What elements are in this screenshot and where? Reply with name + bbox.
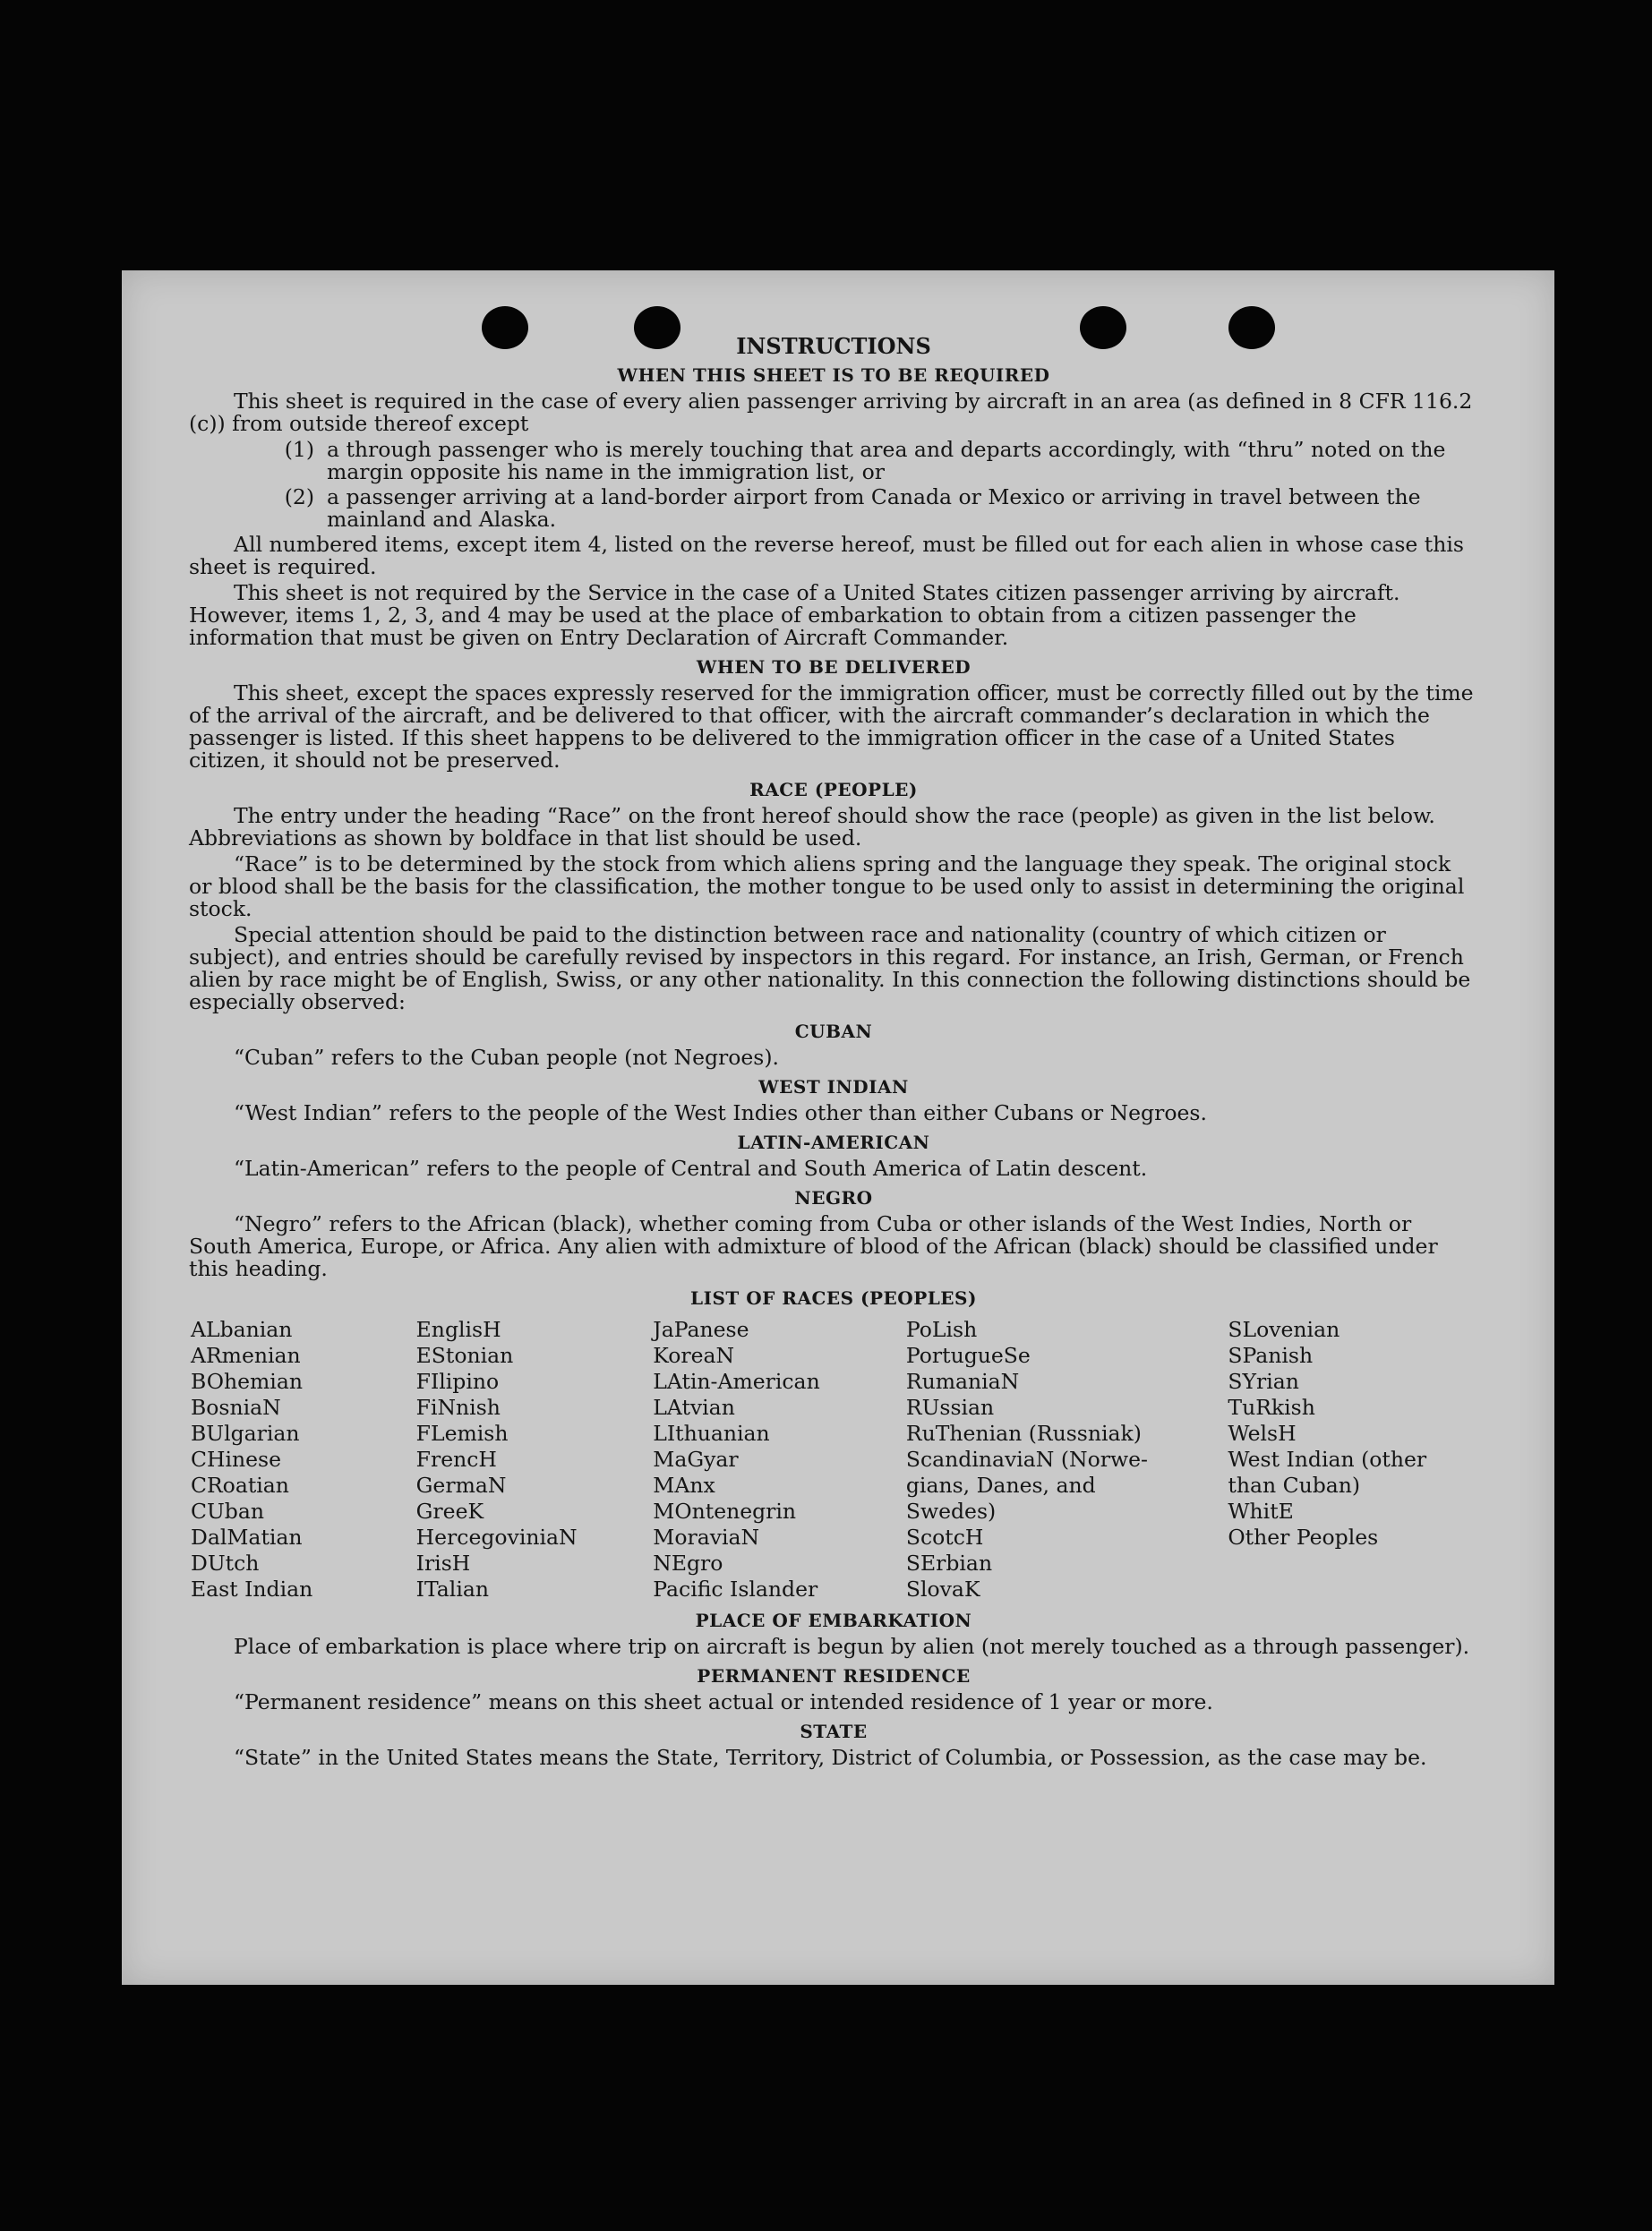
item-number: (2) <box>284 484 314 509</box>
list-item <box>189 439 1478 483</box>
race-entry: BosniaN <box>191 1395 281 1420</box>
race-entry: WelsH <box>1228 1421 1297 1446</box>
race-entry: RumaniaN <box>905 1369 1020 1394</box>
race-entry: SYrian <box>1228 1369 1299 1394</box>
race-entry: LIthuanian <box>653 1421 770 1446</box>
section-heading: WHEN THIS SHEET IS TO BE REQUIRED <box>617 364 1050 386</box>
page-title: INSTRUCTIONS <box>736 333 931 359</box>
instruction-sheet <box>122 270 1554 1985</box>
race-entry: RUssian <box>905 1395 995 1420</box>
section-heading: LATIN-AMERICAN <box>737 1132 930 1153</box>
race-entry: CRoatian <box>191 1473 289 1498</box>
paragraph: “Race” is to be determined by the stock from which aliens spring and the language they speak. The original stock or blood shall be the basis for the classification, the mother tongue to be used only to assist in determining the original stock. <box>189 851 1465 921</box>
section-heading: STATE <box>800 1721 868 1742</box>
paragraph: “Cuban” refers to the Cuban people (not Negroes). <box>234 1045 780 1070</box>
race-entry: FLemish <box>415 1421 509 1446</box>
paragraph: “Permanent residence” means on this sheet actual or intended residence of 1 year or more. <box>234 1689 1213 1714</box>
paragraph: This sheet, except the spaces expressly reserved for the immigration officer, must be correctly filled out by the time of the arrival of the aircraft, and be delivered to that officer, with the aircraft commander’s declaration in which the passenger is listed. If this sheet happens to be delivered to the immigration officer in the case of a United States citizen, it should not be preserved. <box>189 680 1474 773</box>
race-entry: ScandinaviaN (Norwe- <box>905 1447 1148 1472</box>
section-heading: RACE (PEOPLE) <box>749 779 918 800</box>
section-heading: PLACE OF EMBARKATION <box>695 1610 972 1631</box>
section-heading: WEST INDIAN <box>758 1076 909 1098</box>
section-heading: LIST OF RACES (PEOPLES) <box>690 1287 977 1309</box>
race-entry: SPanish <box>1228 1343 1314 1368</box>
race-entry: IrisH <box>415 1551 471 1576</box>
race-entry: KoreaN <box>653 1343 735 1368</box>
race-entry: EnglisH <box>415 1317 501 1342</box>
race-entry: GermaN <box>415 1473 507 1498</box>
paragraph: “Latin-American” refers to the people of Central and South America of Latin descent. <box>234 1156 1148 1181</box>
race-entry: HercegoviniaN <box>415 1525 578 1550</box>
race-entry: PortugueSe <box>905 1343 1031 1368</box>
race-entry: gians, Danes, and <box>905 1473 1096 1498</box>
race-entry: SLovenian <box>1228 1317 1340 1342</box>
race-entry: than Cuban) <box>1228 1473 1361 1498</box>
race-entry: BOhemian <box>191 1369 303 1394</box>
item-text: a passenger arriving at a land-border airport from Canada or Mexico or arriving in travel between the mainland and Alaska. <box>327 484 1421 532</box>
races-list <box>189 1317 1478 1603</box>
paragraph: This sheet is not required by the Service in the case of a United States citizen passenger arriving by aircraft. However, items 1, 2, 3, and 4 may be used at the place of embarkation to obtain from a citizen passenger the information that must be given on Entry Declaration of Aircraft Commander. <box>189 580 1400 650</box>
race-entry: LAtin-American <box>653 1369 820 1394</box>
paragraph: This sheet is required in the case of every alien passenger arriving by aircraft in an area (as defined in 8 CFR 116.2 (c)) from outside thereof except <box>189 389 1473 436</box>
race-entry: West Indian (other <box>1228 1447 1427 1472</box>
paragraph: “West Indian” refers to the people of the West Indies other than either Cubans or Negroes. <box>234 1100 1207 1125</box>
list-item <box>189 486 1478 531</box>
race-entry: GreeK <box>415 1499 484 1524</box>
race-entry: PoLish <box>905 1317 978 1342</box>
race-entry: LAtvian <box>653 1395 735 1420</box>
race-entry: WhitE <box>1228 1499 1294 1524</box>
race-entry: CUban <box>191 1499 264 1524</box>
race-entry: East Indian <box>191 1577 313 1602</box>
paragraph: Place of embarkation is place where trip on aircraft is begun by alien (not merely touched as a through passenger). <box>234 1634 1470 1659</box>
race-entry: DalMatian <box>191 1525 303 1550</box>
race-entry: Other Peoples <box>1228 1525 1379 1550</box>
race-entry: MoraviaN <box>653 1525 760 1550</box>
race-entry: FIlipino <box>415 1369 500 1394</box>
race-entry: ScotcH <box>905 1525 984 1550</box>
races-column <box>1228 1317 1478 1603</box>
race-entry: BUlgarian <box>191 1421 300 1446</box>
race-entry: EStonian <box>415 1343 514 1368</box>
race-entry: FrencH <box>415 1447 497 1472</box>
race-entry: TuRkish <box>1228 1395 1315 1420</box>
paragraph: The entry under the heading “Race” on the front hereof should show the race (people) as given in the list below. Abbreviations as shown by boldface in that list should be used. <box>189 803 1435 851</box>
race-entry: ARmenian <box>191 1343 301 1368</box>
section-heading: WHEN TO BE DELIVERED <box>696 656 972 678</box>
paragraph: “State” in the United States means the State, Territory, District of Columbia, or Possession, as the case may be. <box>234 1745 1427 1770</box>
race-entry: SlovaK <box>905 1577 980 1602</box>
races-column <box>906 1317 1228 1603</box>
race-entry: ALbanian <box>191 1317 293 1342</box>
race-entry: MaGyar <box>653 1447 739 1472</box>
races-column <box>416 1317 654 1603</box>
race-entry: Swedes) <box>905 1499 997 1524</box>
paragraph: Special attention should be paid to the distinction between race and nationality (country of which citizen or subject), and entries should be carefully revised by inspectors in this regard. For instance, an Irish, German, or French alien by race might be of English, Swiss, or any other nationality. In this connection the following distinctions should be especially observed: <box>189 922 1471 1014</box>
race-entry: JaPanese <box>653 1317 749 1342</box>
race-entry: NEgro <box>653 1551 723 1576</box>
races-column <box>653 1317 906 1603</box>
race-entry: DUtch <box>191 1551 260 1576</box>
race-entry: SErbian <box>905 1551 993 1576</box>
item-text: a through passenger who is merely touching that area and departs accordingly, with “thru” noted on the margin opposite his name in the immigration list, or <box>327 437 1446 484</box>
race-entry: ITalian <box>415 1577 489 1602</box>
race-entry: MOntenegrin <box>653 1499 797 1524</box>
paragraph: “Negro” refers to the African (black), whether coming from Cuba or other islands of the West Indies, North or South America, Europe, or Africa. Any alien with admixture of blood of the African (black) should be classified under this heading. <box>189 1211 1438 1281</box>
race-entry: FiNnish <box>415 1395 501 1420</box>
item-number: (1) <box>284 437 314 462</box>
race-entry: Pacific Islander <box>653 1577 818 1602</box>
paragraph: All numbered items, except item 4, listed on the reverse hereof, must be filled out for each alien in whose case this sheet is required. <box>189 532 1464 579</box>
race-entry: MAnx <box>653 1473 715 1498</box>
races-column <box>191 1317 416 1603</box>
section-heading: PERMANENT RESIDENCE <box>697 1665 971 1687</box>
race-entry: RuThenian (Russniak) <box>905 1421 1142 1446</box>
instructions-content <box>189 324 1478 1773</box>
section-heading: CUBAN <box>794 1021 873 1042</box>
section-heading: NEGRO <box>794 1187 873 1209</box>
race-entry: CHinese <box>191 1447 281 1472</box>
